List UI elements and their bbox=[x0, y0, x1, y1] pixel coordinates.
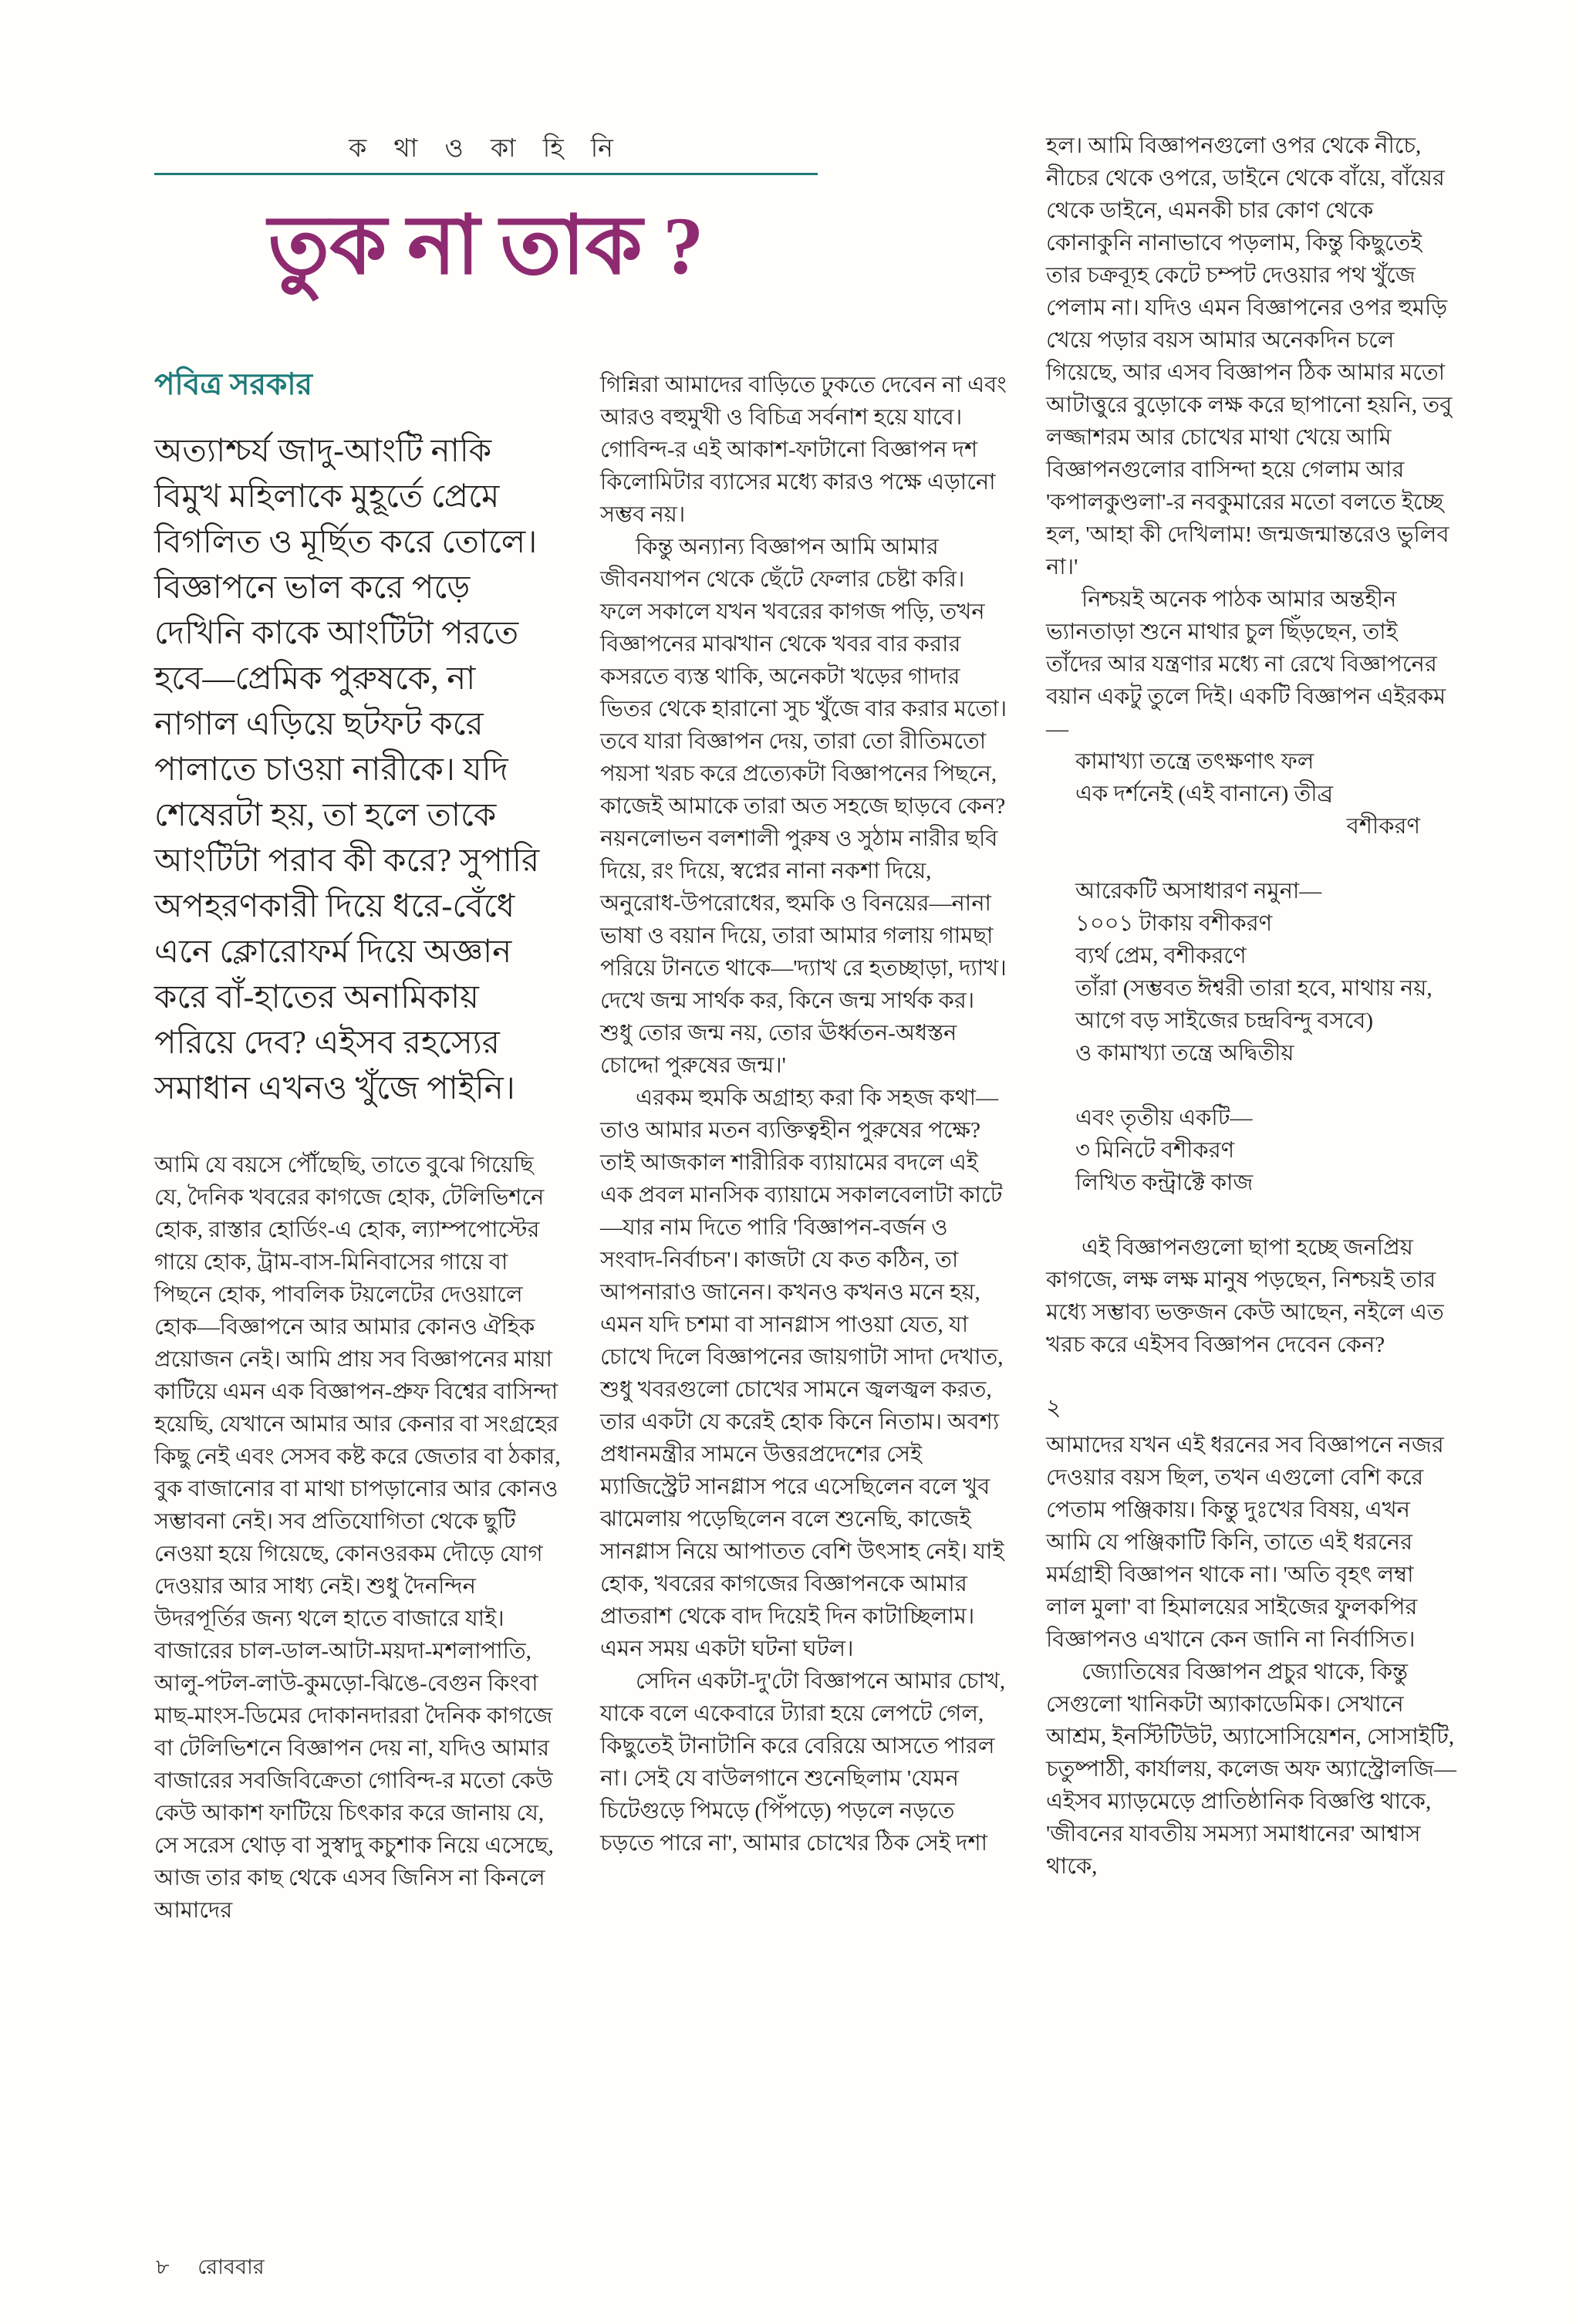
ad-quote-block bbox=[1075, 1102, 1457, 1199]
ad-line: ১০০১ টাকায় বশীকরণ bbox=[1075, 911, 1273, 936]
kicker-rule bbox=[154, 173, 818, 175]
paragraph: জ্যোতিষের বিজ্ঞাপন প্রচুর থাকে, কিন্তু সেগুলো খানিকটা অ্যাকাডেমিক। সেখানে আশ্রম, ইনস্টিটিউট, অ্যাসোসিয়েশন, সোসাইটি, চতুষ্পাঠী, কার্যালয়, কলেজ অফ অ্যাস্ট্রোলজি—এইসব ম্যাড়মেড়ে প্রাতিষ্ঠানিক বিজ্ঞপ্তি থাকে, 'জীবনের যাবতীয় সমস্যা সমাধানের' আশ্বাস থাকে, bbox=[1046, 1660, 1456, 1879]
page-footer bbox=[156, 2251, 265, 2286]
column-3 bbox=[1046, 130, 1457, 1883]
ad-line: এবং তৃতীয় একটি— bbox=[1075, 1106, 1253, 1130]
ad-line: ব্যর্থ প্রেম, বশীকরণে bbox=[1075, 944, 1247, 968]
column-2 bbox=[600, 369, 1011, 1860]
ad-line: বশীকরণ bbox=[1346, 814, 1420, 839]
paragraph: আমি যে বয়সে পৌঁছেছি, তাতে বুঝে গিয়েছি যে, দৈনিক খবরের কাগজে হোক, টেলিভিশনে হোক, রাস্তার হোর্ডিং-এ হোক, ল্যাম্পপোস্টের গায়ে হোক, ট্রাম-বাস-মিনিবাসের গায়ে বা পিছনে হোক, পাবলিক টয়লেটের দেওয়ালে হোক—বিজ্ঞাপনে আর আমার কোনও ঐহিক প্রয়োজন নেই। আমি প্রায় সব বিজ্ঞাপনের মায়া কাটিয়ে এমন এক বিজ্ঞাপন-প্রুফ বিশ্বের বাসিন্দা হয়েছি, যেখানে আমার আর কেনার বা সংগ্রহের কিছু নেই এবং সেসব কষ্ট করে জেতার বা ঠকার, বুক বাজানোর বা মাথা চাপড়ানোর আর কোনও সম্ভাবনা নেই। সব প্রতিযোগিতা থেকে ছুটি নেওয়া হয়ে গিয়েছে, কোনওরকম দৌড়ে যোগ দেওয়ার আর সাধ্য নেই। শুধু দৈনন্দিন উদরপূর্তির জন্য থলে হাতে বাজারে যাই। বাজারের চাল-ডাল-আটা-ময়দা-মশলাপাতি, আলু-পটল-লাউ-কুমড়ো-ঝিঙে-বেগুন কিংবা মাছ-মাংস-ডিমের দোকানদাররা দৈনিক কাগজে বা টেলিভিশনে বিজ্ঞাপন দেয় না, যদিও আমার বাজারের সবজিবিক্রেতা গোবিন্দ-র মতো কেউ কেউ আকাশ ফাটিয়ে চিৎকার করে জানায় যে, সে সরেস থোড় বা সুস্বাদু কচুশাক নিয়ে এসেছে, আজ তার কাছ থেকে এসব জিনিস না কিনলে আমাদের bbox=[154, 1153, 561, 1923]
magazine-name: রোববার bbox=[197, 2255, 265, 2278]
paragraph: এরকম হুমকি অগ্রাহ্য করা কি সহজ কথা—তাও আমার মতন ব্যক্তিত্বহীন পুরুষের পক্ষে? তাই আজকাল শারীরিক ব্যায়ামের বদলে এই এক প্রবল মানসিক ব্যায়ামে সকালবেলাটা কাটে—যার নাম দিতে পারি 'বিজ্ঞাপন-বর্জন ও সংবাদ-নির্বাচন'। কাজটা যে কত কঠিন, তা আপনারাও জানেন। কখনও কখনও মনে হয়, এমন যদি চশমা বা সানগ্লাস পাওয়া যেত, যা চোখে দিলে বিজ্ঞাপনের জায়গাটা সাদা দেখাত, শুধু খবরগুলো চোখের সামনে জ্বলজ্বল করত, তার একটা যে করেই হোক কিনে নিতাম। অবশ্য প্রধানমন্ত্রীর সামনে উত্তরপ্রদেশের সেই ম্যাজিস্ট্রেট সানগ্লাস পরে এসেছিলেন বলে খুব ঝামেলায় পড়েছিলেন বলে শুনেছি, কাজেই সানগ্লাস নিয়ে আপাতত বেশি উৎসাহ নেই। যাই হোক, খবরের কাগজের বিজ্ঞাপনকে আমার প্রাতরাশ থেকে বাদ দিয়েই দিন কাটাচ্ছিলাম। এমন সময় একটা ঘটনা ঘটল। bbox=[600, 1086, 1004, 1661]
paragraph: এই বিজ্ঞাপনগুলো ছাপা হচ্ছে জনপ্রিয় কাগজে, লক্ষ লক্ষ মানুষ পড়ছেন, নিশ্চয়ই তার মধ্যে সম্ভাব্য ভক্তজন কেউ আছেন, নইলে এত খরচ করে এইসব বিজ্ঞাপন দেবেন কেন? bbox=[1046, 1235, 1444, 1357]
page-number: ৮ bbox=[156, 2255, 170, 2278]
lead-paragraph: অত্যাশ্চর্য জাদু-আংটি নাকি বিমুখ মহিলাকে মুহূর্তে প্রেমে বিগলিত ও মূর্ছিত করে তোলে। বিজ্ঞাপনে ভাল করে পড়ে দেখিনি কাকে আংটিটা পরতে হবে—প্রেমিক পুরুষকে, না নাগাল এড়িয়ে ছটফট করে পালাতে চাওয়া নারীকে। যদি শেষেরটা হয়, তা হলে তাকে আংটিটা পরাব কী করে? সুপারি অপহরণকারী দিয়ে ধরে-বেঁধে এনে ক্লোরোফর্ম দিয়ে অজ্ঞান করে বাঁ-হাতের অনামিকায় পরিয়ে দেব? এইসব রহস্যের সমাধান এখনও খুঁজে পাইনি। bbox=[154, 434, 540, 1106]
column-1 bbox=[154, 429, 565, 1927]
ad-line: এক দর্শনেই (এই বানানে) তীব্র bbox=[1075, 782, 1334, 806]
article-title: তুক না তাক ? bbox=[268, 201, 704, 291]
section-number: ২ bbox=[1046, 1395, 1061, 1420]
paragraph: নিশ্চয়ই অনেক পাঠক আমার অন্তহীন ভ্যানতাড়া শুনে মাথার চুল ছিঁড়ছেন, তাই তাঁদের আর যন্ত্রণার মধ্যে না রেখে বিজ্ঞাপনের বয়ান একটু তুলে দিই। একটি বিজ্ঞাপন এইরকম— bbox=[1046, 587, 1446, 741]
ad-quote-block bbox=[1075, 875, 1457, 1069]
ad-line: কামাখ্যা তন্ত্রে তৎক্ষণাৎ ফল bbox=[1075, 749, 1314, 774]
ad-line: ও কামাখ্যা তন্ত্রে অদ্বিতীয় bbox=[1075, 1041, 1294, 1066]
paragraph: হল। আমি বিজ্ঞাপনগুলো ওপর থেকে নীচে, নীচের থেকে ওপরে, ডাইনে থেকে বাঁয়ে, বাঁয়ের থেকে ডাইনে, এমনকী চার কোণ থেকে কোনাকুনি নানাভাবে পড়লাম, কিন্তু কিছুতেই তার চক্রব্যূহ কেটে চম্পট দেওয়ার পথ খুঁজে পেলাম না। যদিও এমন বিজ্ঞাপনের ওপর হুমড়ি খেয়ে পড়ার বয়স আমার অনেকদিন চলে গিয়েছে, আর এসব বিজ্ঞাপন ঠিক আমার মতো আটাত্তুরে বুড়োকে লক্ষ করে ছাপানো হয়নি, তবু লজ্জাশরম আর চোখের মাথা খেয়ে আমি বিজ্ঞাপনগুলোর বাসিন্দা হয়ে গেলাম আর 'কপালকুণ্ডলা'-র নবকুমারের মতো বলতে ইচ্ছে হল, 'আহা কী দেখিলাম! জন্মজন্মান্তরেও ভুলিব না।' bbox=[1046, 133, 1453, 579]
section-kicker: ক থা ও কা হি নি bbox=[349, 133, 623, 162]
paragraph: সেদিন একটা-দু'টো বিজ্ঞাপনে আমার চোখ, যাকে বলে একেবারে ট্যারা হয়ে লেপটে গেল, কিছুতেই টানাটানি করে বেরিয়ে আসতে পারল না। সেই যে বাউলগানে শুনেছিলাম 'যেমন চিটেগুড়ে পিমড়ে (পিঁপড়ে) পড়লে নড়তে চড়তে পারে না', আমার চোখের ঠিক সেই দশা bbox=[600, 1669, 1006, 1856]
ad-line: লিখিত কন্ট্রাক্টে কাজ bbox=[1075, 1170, 1254, 1195]
paragraph: গিন্নিরা আমাদের বাড়িতে ঢুকতে দেবেন না এবং আরও বহুমুখী ও বিচিত্র সর্বনাশ হয়ে যাবে। গোবিন্দ-র এই আকাশ-ফাটানো বিজ্ঞাপন দশ কিলোমিটার ব্যাসের মধ্যে কারও পক্ষে এড়ানো সম্ভব নয়। bbox=[600, 373, 1007, 527]
author-byline: পবিত্র সরকার bbox=[154, 368, 313, 401]
paragraph: আমাদের যখন এই ধরনের সব বিজ্ঞাপনে নজর দেওয়ার বয়স ছিল, তখন এগুলো বেশি করে পেতাম পঞ্জিকায়। কিন্তু দুঃখের বিষয়, এখন আমি যে পঞ্জিকাটি কিনি, তাতে এই ধরনের মর্মগ্রাহী বিজ্ঞাপন থাকে না। 'অতি বৃহৎ লম্বা লাল মুলা' বা হিমালয়ের সাইজের ফুলকপির বিজ্ঞাপনও এখানে কেন জানি না নির্বাসিত। bbox=[1046, 1433, 1444, 1652]
ad-line: তাঁরা (সম্ভবত ঈশ্বরী তারা হবে, মাথায় নয়, আগে বড় সাইজের চন্দ্রবিন্দু বসবে) bbox=[1075, 976, 1433, 1033]
ad-line: আরেকটি অসাধারণ নমুনা— bbox=[1075, 879, 1322, 904]
paragraph: কিন্তু অন্যান্য বিজ্ঞাপন আমি আমার জীবনযাপন থেকে ছেঁটে ফেলার চেষ্টা করি। ফলে সকালে যখন খবরের কাগজ পড়ি, তখন বিজ্ঞাপনের মাঝখান থেকে খবর বার করার কসরতে ব্যস্ত থাকি, অনেকটা খড়ের গাদার ভিতর থেকে হারানো সুচ খুঁজে বার করার মতো। তবে যারা বিজ্ঞাপন দেয়, তারা তো রীতিমতো পয়সা খরচ করে প্রত্যেকটা বিজ্ঞাপনের পিছনে, কাজেই আমাকে তারা অত সহজে ছাড়বে কেন? নয়নলোভন বলশালী পুরুষ ও সুঠাম নারীর ছবি দিয়ে, রং দিয়ে, স্বপ্নের নানা নকশা দিয়ে, অনুরোধ-উপরোধের, হুমকি ও বিনয়ের—নানা ভাষা ও বয়ান দিয়ে, তারা আমার গলায় গামছা পরিয়ে টানতে থাকে—'দ্যাখ রে হতচ্ছাড়া, দ্যাখ। দেখে জন্ম সার্থক কর, কিনে জন্ম সার্থক কর। শুধু তোর জন্ম নয়, তোর ঊর্ধ্বতন-অধস্তন চোদ্দো পুরুষের জন্ম।' bbox=[600, 535, 1007, 1078]
ad-line: ৩ মিনিটে বশীকরণ bbox=[1075, 1138, 1235, 1163]
ad-quote-block bbox=[1075, 745, 1457, 843]
